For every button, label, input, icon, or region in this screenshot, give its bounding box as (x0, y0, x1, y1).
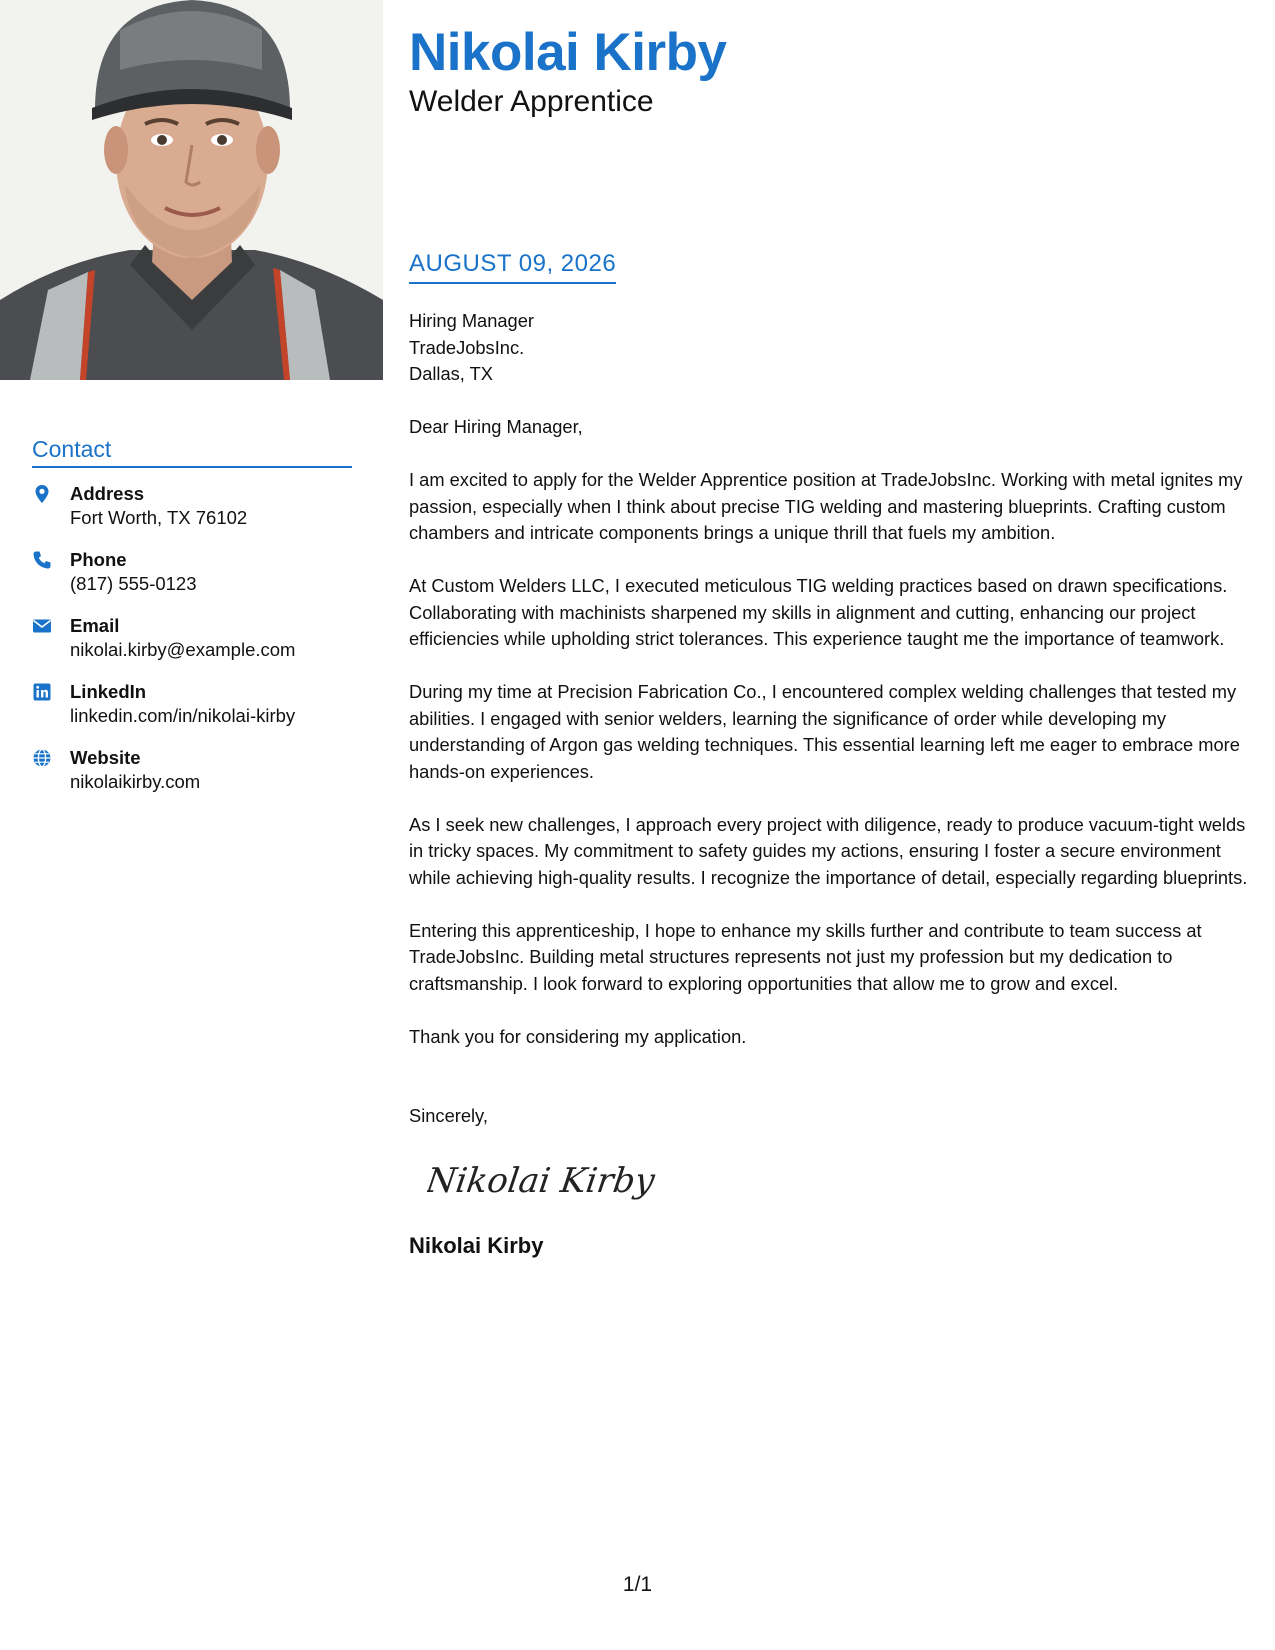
letter-body (409, 308, 1259, 1260)
recipient-line: Dallas, TX (409, 363, 493, 384)
recipient-line: Hiring Manager (409, 310, 534, 331)
contact-label: Phone (70, 549, 127, 570)
contact-value: (817) 555-0123 (70, 573, 197, 594)
contact-label: Website (70, 747, 141, 768)
signature-image (427, 1148, 667, 1210)
envelope-icon (32, 614, 70, 636)
recipient-block (409, 308, 1259, 388)
contact-value: nikolai.kirby@example.com (70, 639, 296, 660)
letter-paragraph: I am excited to apply for the Welder Apprentice position at TradeJobsInc. Working with metal ignites my passion, especially when I think about precise TIG welding and mastering blueprints. Crafting custom chambers and intricate components brings a unique thrill that fuels my ambition. (409, 469, 1243, 543)
recipient-line: TradeJobsInc. (409, 336, 525, 358)
contact-value: Fort Worth, TX 76102 (70, 507, 248, 528)
contact-heading: Contact (32, 436, 352, 468)
linkedin-icon (32, 680, 70, 702)
letter-date: AUGUST 09, 2026 (409, 250, 616, 284)
contact-value: nikolaikirby.com (70, 771, 201, 792)
contact-section (32, 436, 352, 812)
profile-photo (0, 0, 383, 380)
letter-paragraph: Thank you for considering my application. (409, 1025, 747, 1047)
job-title: Welder Apprentice (409, 85, 654, 118)
globe-icon (32, 746, 70, 768)
map-pin-icon (32, 482, 70, 504)
applicant-name: Nikolai Kirby (409, 23, 727, 82)
letter-paragraph: Entering this apprenticeship, I hope to enhance my skills further and contribute to team success at TradeJobsInc. Building metal structures represents not just my profession but my dedication to craftsmanship. I look forward to exploring opportunities that allow me to grow and excel. (409, 919, 1202, 994)
svg-text:Nikolai Kirby: Nikolai Kirby (427, 1160, 658, 1201)
salutation: Dear Hiring Manager, (409, 416, 583, 437)
contact-phone (32, 548, 352, 596)
contact-label: Address (70, 483, 145, 504)
phone-icon (32, 548, 70, 570)
contact-email (32, 614, 352, 662)
letter-paragraph: During my time at Precision Fabrication Co., I encountered complex welding challenges that tested my abilities. I engaged with senior welders, learning the significance of order while developing my understanding of Argon gas welding techniques. This essential learning left me eager to embrace more hands-on experiences. (409, 681, 1240, 782)
page-number: 1/1 (622, 1573, 653, 1596)
contact-label: Email (70, 615, 120, 636)
header (409, 22, 1259, 120)
contact-website (32, 746, 352, 794)
contact-label: LinkedIn (70, 681, 147, 702)
contact-value: linkedin.com/in/nikolai-kirby (70, 705, 296, 726)
letter-paragraph: As I seek new challenges, I approach every project with diligence, ready to produce vacuum-tight welds in tricky spaces. My commitment to safety guides my actions, ensuring I foster a secure environment while achieving high-quality results. I recognize the importance of detail, especially regarding blueprints. (409, 813, 1248, 888)
contact-address (32, 482, 352, 530)
portrait-photo (0, 0, 383, 380)
signer-name: Nikolai Kirby (409, 1233, 544, 1258)
contact-linkedin (32, 680, 352, 728)
letter-paragraph: At Custom Welders LLC, I executed meticulous TIG welding practices based on drawn specifications. Collaborating with machinists sharpened my skills in alignment and cutting, enhancing our project efficiencies while upholding strict tolerances. This experience taught me the importance of teamwork. (409, 575, 1228, 649)
closing: Sincerely, (409, 1105, 488, 1126)
